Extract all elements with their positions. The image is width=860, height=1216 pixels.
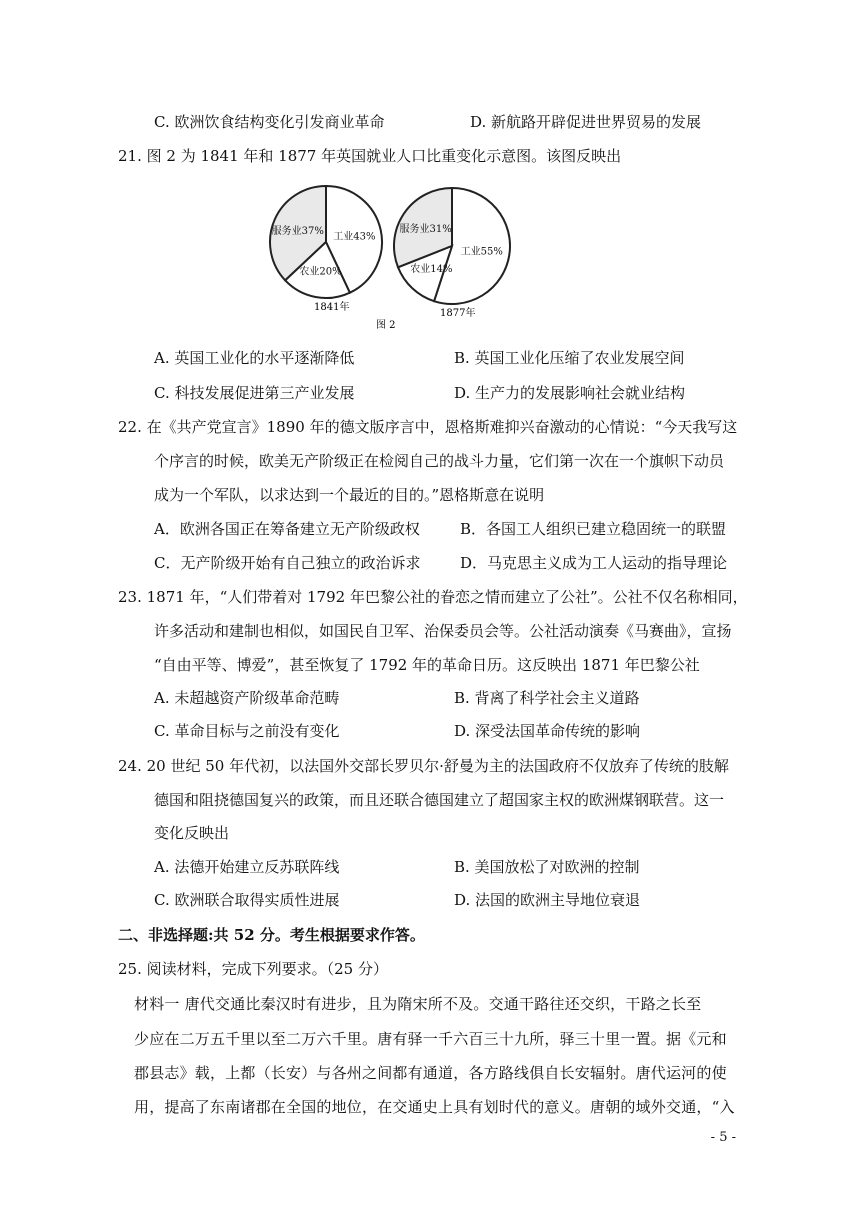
q23-option-c: C. 革命目标与之前没有变化 — [154, 722, 340, 740]
q22-line-1: 22. 在《共产党宣言》1890 年的德文版序言中，恩格斯难抑兴奋激动的心情说：“今天我写这 — [118, 418, 738, 436]
q22-line-2: 个序言的时候，欧美无产阶级正在检阅自己的战斗力量，它们第一次在一个旗帜下动员 — [154, 452, 725, 470]
q21-stem: 21. 图 2 为 1841 年和 1877 年英国就业人口比重变化示意图。该图反映出 — [118, 147, 622, 165]
q20-option-d: D. 新航路开辟促进世界贸易的发展 — [470, 113, 702, 131]
pie1-label-agriculture: 农业20% — [299, 266, 342, 278]
pie2-label-service: 服务业31% — [399, 224, 452, 236]
page-number: - 5 - — [710, 1130, 736, 1145]
q25-material-1-line-1: 材料一 唐代交通比秦汉时有进步，且为隋宋所不及。交通干路往还交织，干路之长至 — [134, 995, 702, 1013]
q24-line-2: 德国和阻挠德国复兴的政策，而且还联合德国建立了超国家主权的欧洲煤钢联营。这一 — [154, 791, 725, 809]
q24-option-d: D. 法国的欧洲主导地位衰退 — [454, 891, 641, 909]
q23-line-1: 23. 1871 年，“人们带着对 1792 年巴黎公社的眷恋之情而建立了公社”。公社不仅名称相同， — [118, 588, 748, 606]
q24-option-a: A. 法德开始建立反苏联阵线 — [154, 858, 340, 876]
q23-line-3: “自由平等、博爱”，甚至恢复了 1792 年的革命日历。这反映出 1871 年巴黎公社 — [154, 656, 700, 674]
pie2-year-label: 1877年 — [440, 308, 476, 319]
employment-pie-figure — [262, 180, 522, 340]
q22-option-c: C．无产阶级开始有自己独立的政治诉求 — [154, 554, 421, 572]
pie1-year-label: 1841年 — [314, 302, 350, 313]
q24-line-1: 24. 20 世纪 50 年代初，以法国外交部长罗贝尔·舒曼为主的法国政府不仅放弃了传统的肢解 — [118, 757, 729, 775]
q25-material-1-line-3: 郡县志》载，上都（长安）与各州之间都有通道，各方路线俱自长安辐射。唐代运河的使 — [134, 1064, 727, 1082]
q23-option-a: A. 未超越资产阶级革命范畴 — [154, 689, 340, 707]
q22-line-3: 成为一个军队，以求达到一个最近的目的。”恩格斯意在说明 — [154, 486, 545, 504]
q23-option-d: D. 深受法国革命传统的影响 — [454, 722, 641, 740]
pie-chart-svg — [262, 180, 522, 340]
q20-option-c: C. 欧洲饮食结构变化引发商业革命 — [154, 113, 385, 131]
q25-material-1-line-2: 少应在二万五千里以至二万六千里。唐有驿一千六百三十九所，驿三十里一置。据《元和 — [134, 1030, 727, 1048]
pie2-label-industry: 工业55% — [460, 246, 503, 258]
q22-option-d: D．马克思主义成为工人运动的指导理论 — [460, 554, 728, 572]
q24-option-c: C. 欧洲联合取得实质性进展 — [154, 891, 340, 909]
figure-caption: 图 2 — [376, 320, 396, 331]
q25-stem: 25. 阅读材料，完成下列要求。（25 分） — [118, 960, 388, 978]
q21-option-c: C. 科技发展促进第三产业发展 — [154, 384, 355, 402]
q23-option-b: B. 背离了科学社会主义道路 — [454, 689, 640, 707]
section-2-heading: 二、非选择题:共 52 分。考生根据要求作答。 — [118, 926, 425, 944]
q22-option-b: B．各国工人组织已建立稳固统一的联盟 — [460, 520, 727, 538]
q24-option-b: B. 美国放松了对欧洲的控制 — [454, 858, 640, 876]
q21-option-d: D. 生产力的发展影响社会就业结构 — [454, 384, 686, 402]
pie1-label-service: 服务业37% — [271, 225, 324, 237]
q25-material-1-line-4: 用，提高了东南诸郡在全国的地位，在交通史上具有划时代的意义。唐朝的域外交通，“入 — [134, 1098, 735, 1116]
pie-1841 — [270, 186, 382, 298]
q23-line-2: 许多活动和建制也相似，如国民自卫军、治保委员会等。公社活动演奏《马赛曲》，宣扬 — [154, 622, 732, 640]
q22-option-a: A．欧洲各国正在筹备建立无产阶级政权 — [154, 520, 420, 538]
pie-1877 — [394, 188, 510, 304]
q21-option-b: B. 英国工业化压缩了农业发展空间 — [454, 349, 685, 367]
q24-line-3: 变化反映出 — [154, 824, 230, 842]
q21-option-a: A. 英国工业化的水平逐渐降低 — [154, 349, 355, 367]
pie2-label-agriculture: 农业14% — [410, 263, 453, 275]
pie1-label-industry: 工业43% — [333, 231, 376, 243]
